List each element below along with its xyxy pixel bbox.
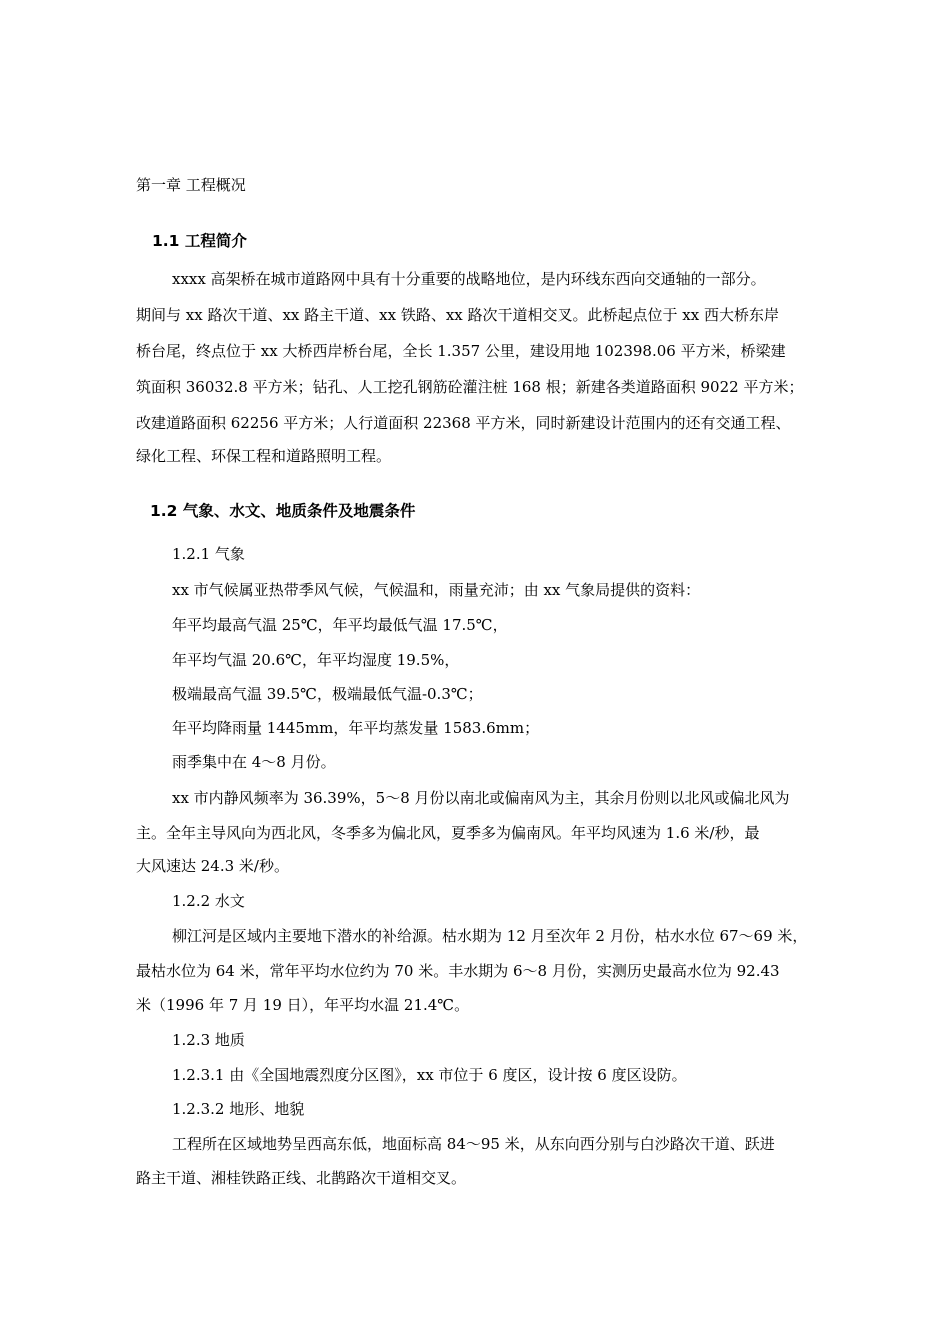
subsection-heading-hydrology: 1.2.2 水文	[172, 892, 245, 910]
weather-line: xx 市气候属亚热带季风气候，气候温和，雨量充沛；由 xx 气象局提供的资料：	[172, 581, 701, 599]
weather-line: 年平均降雨量 1445mm，年平均蒸发量 1583.6mm；	[172, 719, 540, 737]
chapter-title: 第一章 工程概况	[136, 176, 246, 194]
weather-line: 主。全年主导风向为西北风，冬季多为偏北风，夏季多为偏南风。年平均风速为 1.6 米/秒，最	[136, 824, 760, 842]
intro-line: 桥台尾，终点位于 xx 大桥西岸桥台尾，全长 1.357 公里，建设用地 102398.06 平方米，桥梁建	[136, 342, 786, 360]
weather-line: 年平均气温 20.6℃，年平均湿度 19.5%，	[172, 651, 460, 669]
geology-line: 1.2.3.1 由《全国地震烈度分区图》，xx 市位于 6 度区，设计按 6 度区设防。	[172, 1066, 687, 1084]
geology-line: 工程所在区域地势呈西高东低，地面标高 84～95 米，从东向西分别与白沙路次干道、跃进	[172, 1135, 775, 1153]
hydrology-line: 柳江河是区域内主要地下潜水的补给源。枯水期为 12 月至次年 2 月份，枯水水位 67～69 米，	[172, 927, 808, 945]
hydrology-line: 米（1996 年 7 月 19 日），年平均水温 21.4℃。	[136, 996, 470, 1014]
weather-line: 年平均最高气温 25℃，年平均最低气温 17.5℃，	[172, 616, 508, 634]
intro-line: 绿化工程、环保工程和道路照明工程。	[136, 447, 392, 465]
subsection-heading-weather: 1.2.1 气象	[172, 545, 245, 563]
intro-line: xxxx 高架桥在城市道路网中具有十分重要的战略地位，是内环线东西向交通轴的一部分。	[172, 270, 766, 288]
weather-line: 大风速达 24.3 米/秒。	[136, 857, 289, 875]
intro-line: 改建道路面积 62256 平方米；人行道面积 22368 平方米，同时新建设计范围内的还有交通工程、	[136, 414, 791, 432]
intro-line: 期间与 xx 路次干道、xx 路主干道、xx 铁路、xx 路次干道相交叉。此桥起点位于 xx 西大桥东岸	[136, 306, 779, 324]
geology-line: 1.2.3.2 地形、地貌	[172, 1100, 305, 1118]
weather-line: 雨季集中在 4～8 月份。	[172, 753, 336, 771]
subsection-heading-geology: 1.2.3 地质	[172, 1031, 245, 1049]
section-heading-1-1: 1.1 工程简介	[152, 232, 247, 250]
geology-line: 路主干道、湘桂铁路正线、北鹊路次干道相交叉。	[136, 1169, 467, 1187]
section-heading-1-2: 1.2 气象、水文、地质条件及地震条件	[150, 502, 416, 520]
intro-line: 筑面积 36032.8 平方米；钻孔、人工挖孔钢筋砼灌注桩 168 根；新建各类道路面积 9022 平方米；	[136, 378, 804, 396]
weather-line: xx 市内静风频率为 36.39%，5～8 月份以南北或偏南风为主，其余月份则以北风或偏北风为	[172, 789, 790, 807]
hydrology-line: 最枯水位为 64 米，常年平均水位约为 70 米。丰水期为 6～8 月份，实测历史最高水位为 92.43	[136, 962, 780, 980]
weather-line: 极端最高气温 39.5℃，极端最低气温-0.3℃；	[172, 685, 483, 703]
